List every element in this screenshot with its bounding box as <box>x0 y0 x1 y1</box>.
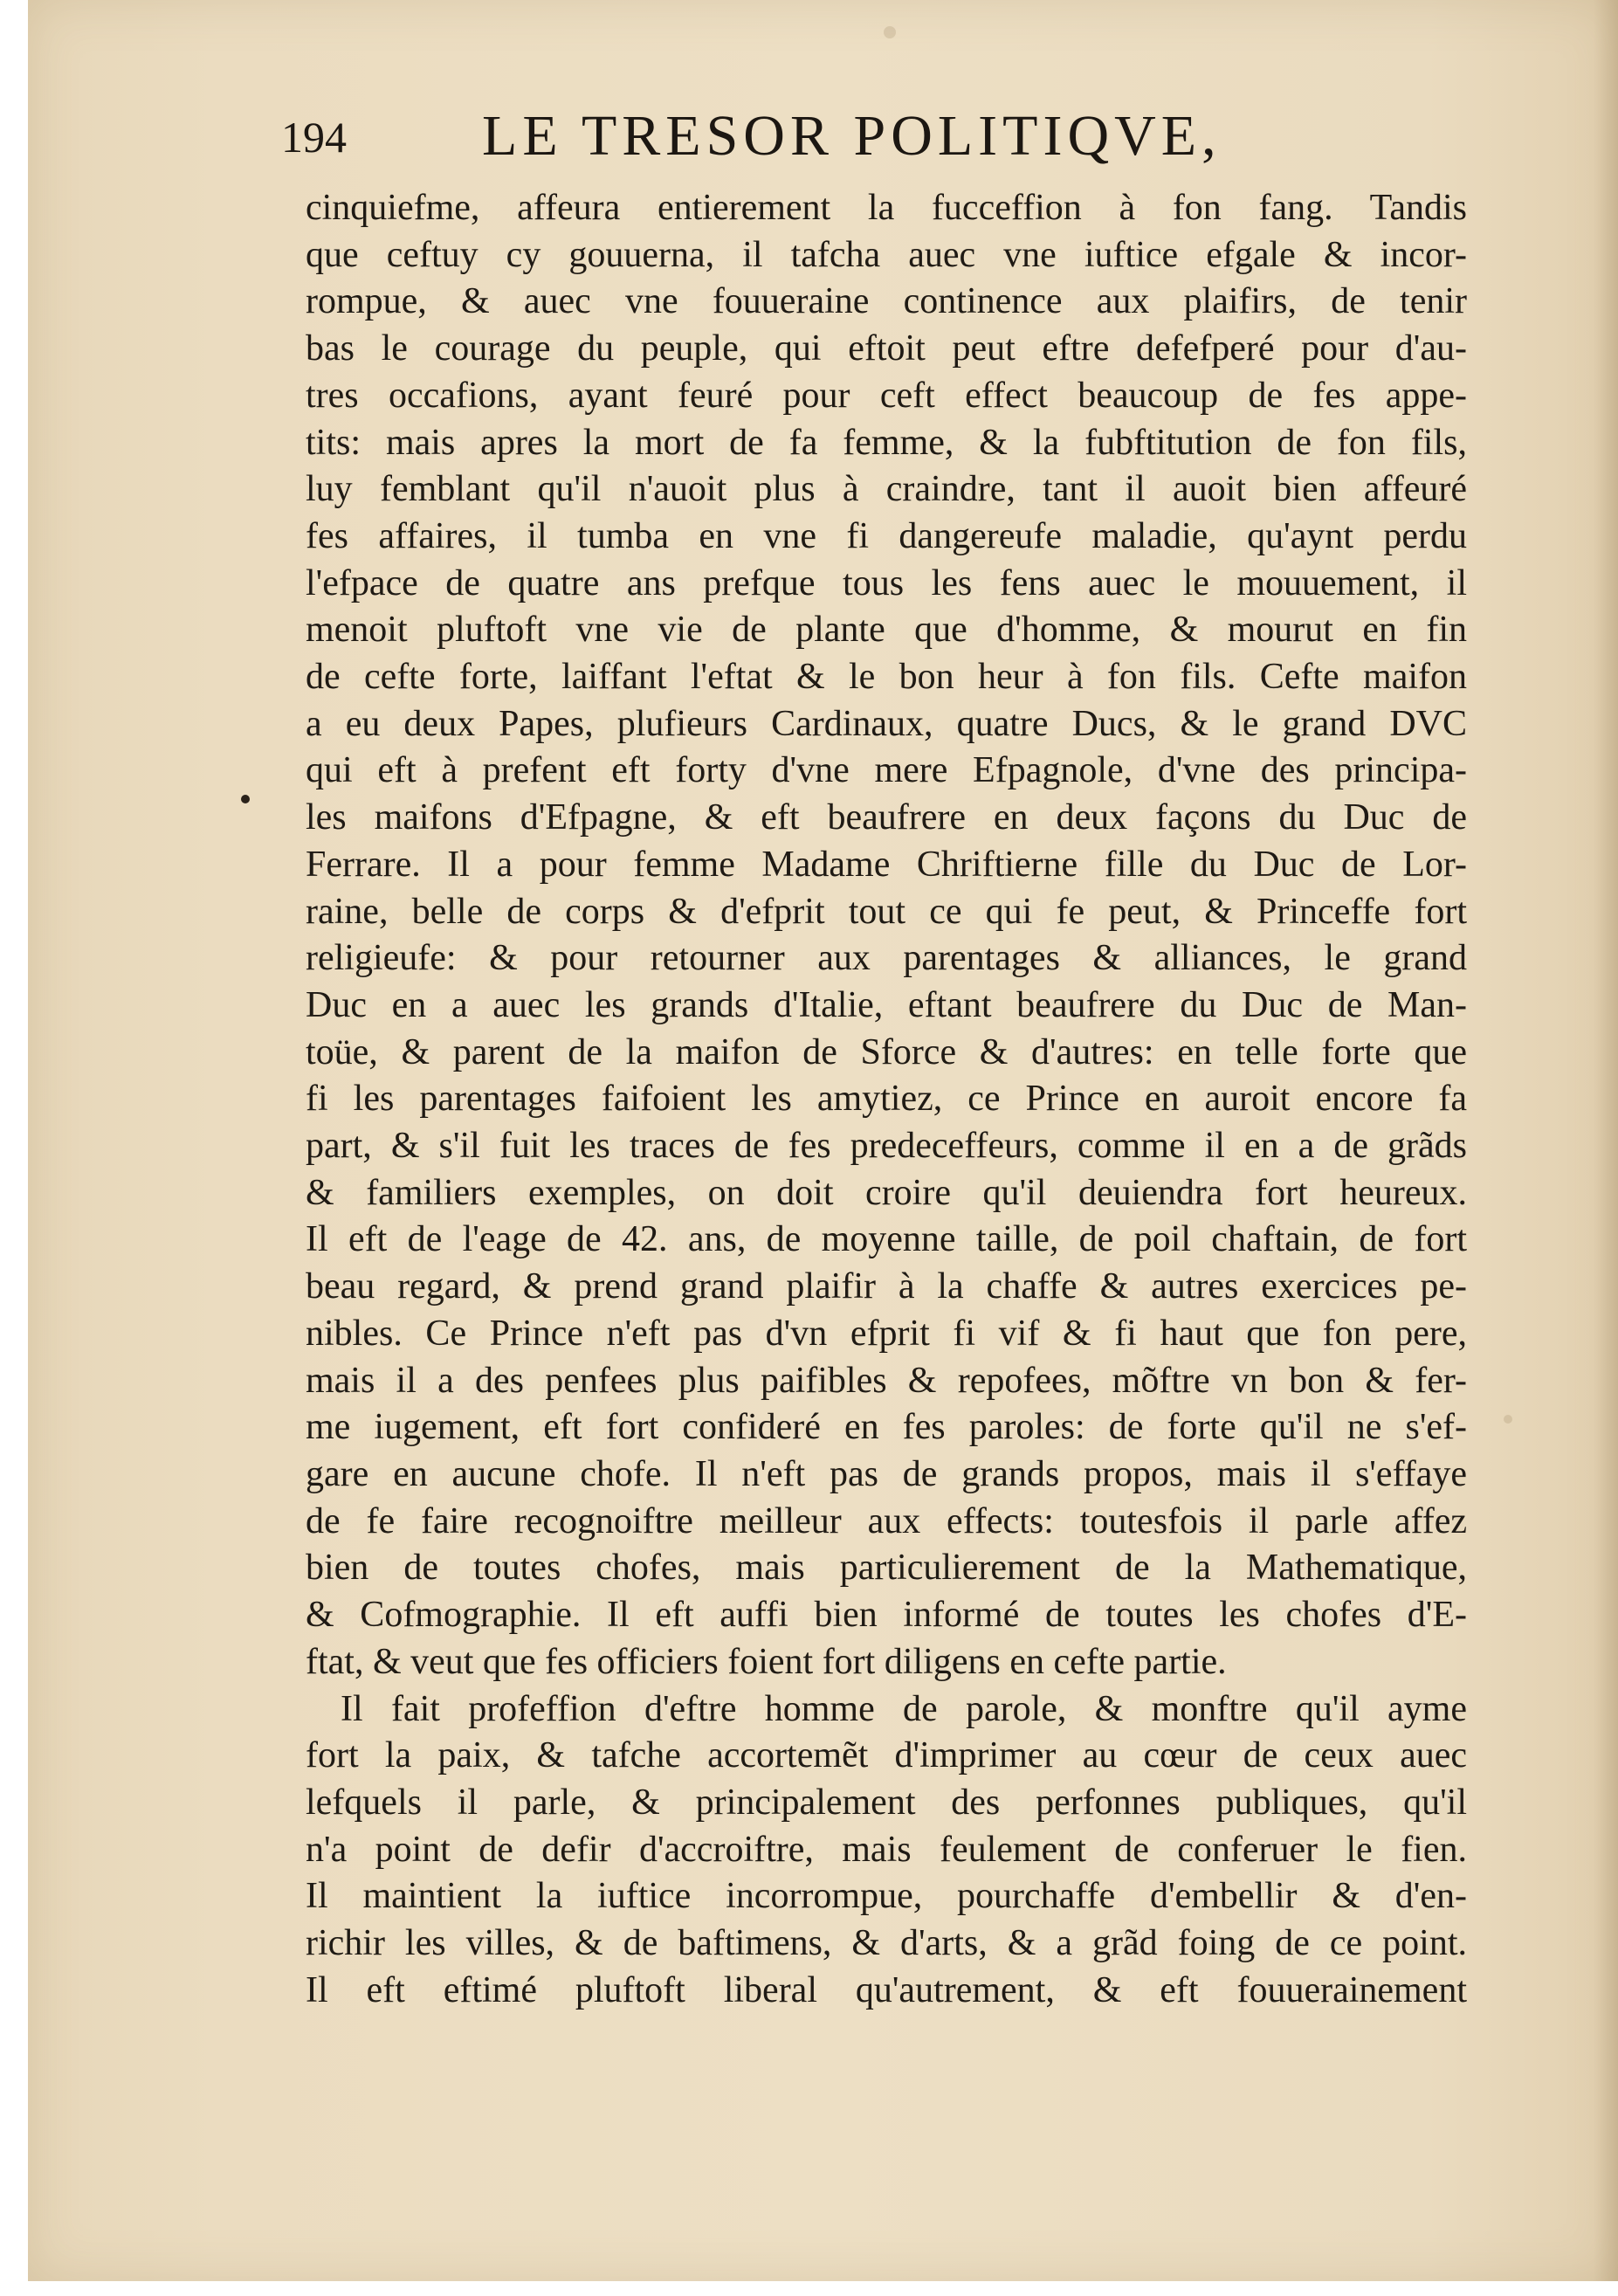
text-line: gare en aucune chofe. Il n'eft pas de grands propos, mais il s'effaye <box>306 1453 1467 1494</box>
text-line: richir les villes, & de baftimens, & d'arts, & a grãd foing de ce point. <box>306 1923 1467 1964</box>
text-line: Il maintient la iuftice incorrompue, pourchaffe d'embellir & d'en- <box>306 1876 1467 1917</box>
paragraph-start-line: Il fait profeffion d'eftre homme de parole, & monftre qu'il ayme <box>341 1688 1467 1729</box>
text-line: rompue, & auec vne fouueraine continence aux plaifirs, de tenir <box>306 281 1467 322</box>
text-line: beau regard, & prend grand plaifir à la chaffe & autres exercices pe- <box>306 1266 1467 1307</box>
text-line: Il eft de l'eage de 42. ans, de moyenne taille, de poil chaftain, de fort <box>306 1219 1467 1260</box>
text-line: a eu deux Papes, plufieurs Cardinaux, quatre Ducs, & le grand DVC <box>306 703 1467 744</box>
body-text <box>306 185 1467 2014</box>
text-line: nibles. Ce Prince n'eft pas d'vn efprit fi vif & fi haut que fon pere, <box>306 1313 1467 1354</box>
text-line: n'a point de defir d'accroiftre, mais feulement de conferuer le fien. <box>306 1829 1467 1870</box>
text-line: de cefte forte, laiffant l'eftat & le bon heur à fon fils. Cefte maifon <box>306 657 1467 698</box>
text-line: tres occafions, ayant feuré pour ceft effect beaucoup de fes appe- <box>306 375 1467 416</box>
margin-bullet <box>241 795 250 803</box>
text-line: bas le courage du peuple, qui eftoit peut eftre defefperé pour d'au- <box>306 328 1467 369</box>
text-line: fort la paix, & tafche accortemẽt d'imprimer au cœur de ceux auec <box>306 1735 1467 1776</box>
paper-stain <box>884 26 896 38</box>
running-head: LE TRESOR POLITIQVE, <box>482 104 1222 168</box>
text-line: ftat, & veut que fes officiers foient fort diligens en cefte partie. <box>306 1641 1227 1682</box>
text-line: les maifons d'Efpagne, & eft beaufrere en deux façons du Duc de <box>306 797 1467 838</box>
text-line: & Cofmographie. Il eft auffi bien informé de toutes les chofes d'E- <box>306 1595 1467 1636</box>
text-line: fes affaires, il tumba en vne fi dangereufe maladie, qu'aynt perdu <box>306 515 1467 556</box>
page-header <box>281 103 1355 182</box>
text-line: luy femblant qu'il n'auoit plus à craindre, tant il auoit bien affeuré <box>306 469 1467 510</box>
text-line: fi les parentages faifoient les amytiez, ce Prince en auroit encore fa <box>306 1079 1467 1120</box>
text-line: part, & s'il fuit les traces de fes predeceffeurs, comme il en a de grãds <box>306 1126 1467 1167</box>
text-line: bien de toutes chofes, mais particulierement de la Mathematique, <box>306 1548 1467 1589</box>
text-line: l'efpace de quatre ans prefque tous les fens auec le mouuement, il <box>306 562 1467 603</box>
text-line: de fe faire recognoiftre meilleur aux effects: toutesfois il parle affez <box>306 1500 1467 1541</box>
text-line: menoit pluftoft vne vie de plante que d'homme, & mourut en fin <box>306 610 1467 651</box>
text-line: Ferrare. Il a pour femme Madame Chriftierne fille du Duc de Lor- <box>306 844 1467 885</box>
text-line: raine, belle de corps & d'efprit tout ce qui fe peut, & Princeffe fort <box>306 891 1467 932</box>
page-edge-shadow <box>1594 0 1618 2281</box>
text-line: qui eft à prefent eft forty d'vne mere Efpagnole, d'vne des principa- <box>306 750 1467 791</box>
text-line: mais il a des penfees plus paifibles & repofees, mõftre vn bon & fer- <box>306 1360 1467 1401</box>
text-line: Il eft eftimé pluftoft liberal qu'autrement, & eft fouuerainement <box>306 1969 1467 2010</box>
text-line: cinquiefme, affeura entierement la fucceffion à fon fang. Tandis <box>306 188 1467 228</box>
text-line: toüe, & parent de la maifon de Sforce & d'autres: en telle forte que <box>306 1031 1467 1072</box>
text-line: lefquels il parle, & principalement des perfonnes publiques, qu'il <box>306 1782 1467 1823</box>
paper-stain <box>1504 1415 1512 1424</box>
text-line: & familiers exemples, on doit croire qu'il deuiendra fort heureux. <box>306 1172 1467 1213</box>
book-page <box>28 0 1618 2281</box>
text-line: religieufe: & pour retourner aux parentages & alliances, le grand <box>306 938 1467 979</box>
text-line: Duc en a auec les grands d'Italie, eftant beaufrere du Duc de Man- <box>306 984 1467 1025</box>
text-line: que ceftuy cy gouuerna, il tafcha auec vne iuftice efgale & incor- <box>306 234 1467 275</box>
text-line: tits: mais apres la mort de fa femme, & la fubftitution de fon fils, <box>306 422 1467 463</box>
page-number: 194 <box>281 113 347 162</box>
text-line: me iugement, eft fort confideré en fes paroles: de forte qu'il ne s'ef- <box>306 1407 1467 1448</box>
